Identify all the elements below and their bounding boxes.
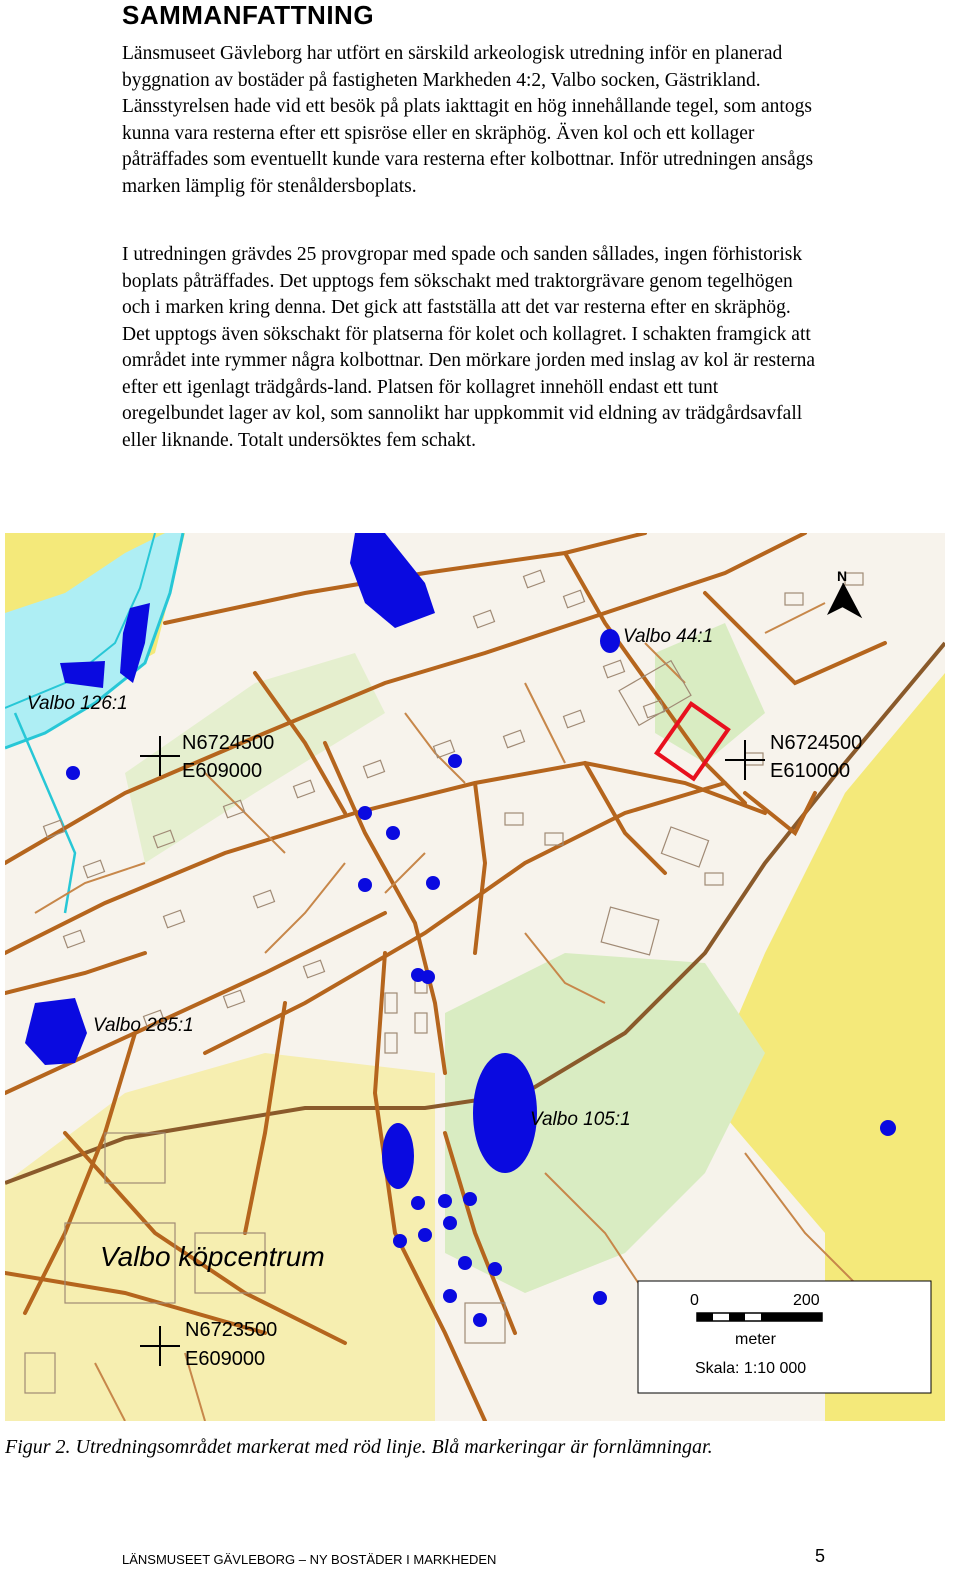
svg-text:0: 0 — [690, 1292, 699, 1309]
label-kopcentrum: Valbo köpcentrum — [100, 1241, 325, 1272]
svg-text:N6724500: N6724500 — [182, 732, 275, 754]
survey-map — [5, 533, 945, 1421]
page-number: 5 — [815, 1546, 826, 1566]
remains-area-g — [600, 629, 620, 653]
summary-paragraph-1: Länsmuseet Gävleborg har utfört en särskild arkeologisk utredning inför en planerad byggnation av bostäder på fastigheten Markheden 4:2, Valbo socken, Gästrikland. Länsstyrelsen hade vid ett besök på plats iakttagit en hög innehållande tegel, som antogs kunna vara resterna efter ett spisröse eller en skräphög. Även kol och ett kollager påträffades som eventuellt kunde vara resterna efter kolbottnar. Inför utredningen ansågs marken lämplig för stenåldersboplats. — [122, 43, 814, 197]
figure-caption: Figur 2. Utredningsområdet markerat med röd linje. Blå markeringar är fornlämningar. — [5, 1436, 713, 1458]
svg-text:meter: meter — [735, 1331, 776, 1348]
label-valbo-285: Valbo 285:1 — [93, 1015, 194, 1036]
svg-text:Skala: 1:10 000: Skala: 1:10 000 — [695, 1360, 807, 1377]
remains-area-e — [473, 1053, 537, 1173]
svg-text:N: N — [837, 568, 848, 584]
summary-paragraph-2: I utredningen grävdes 25 provgropar med spade och sanden sållades, ingen förhistorisk boplats påträffades. Det upptogs fem sökschakt med traktorgrävare genom tegelhögen och i marken kring denna. Det gick att fastställa att det var resterna efter en skräphög. Det upptogs även sökschakt för platserna för kolet och kollagret. I schakten framgick att området inte rymmer några kolbottnar. Den mörkare jorden med inslag av kol är resterna efter ett igenlagt trädgårds-land. Platsen för kollagret innehöll endast ett tunt oregelbundet lager av kol, som sannolikt har uppkommit vid eldning av trädgårdsavfall eller liknande. Totalt undersöktes fem schakt. — [122, 244, 816, 451]
svg-text:N6724500: N6724500 — [770, 732, 863, 754]
label-valbo-105: Valbo 105:1 — [530, 1109, 631, 1130]
svg-text:E609000: E609000 — [182, 760, 263, 782]
label-valbo-126: Valbo 126:1 — [27, 693, 128, 714]
svg-text:E610000: E610000 — [770, 760, 851, 782]
scale-box — [638, 1281, 931, 1393]
page-heading: SAMMANFATTNING — [122, 0, 375, 30]
page-footer: LÄNSMUSEET GÄVLEBORG – NY BOSTÄDER I MARKHEDEN — [122, 1552, 497, 1567]
svg-text:E609000: E609000 — [185, 1348, 266, 1370]
label-valbo-44: Valbo 44:1 — [623, 626, 714, 647]
svg-text:N6723500: N6723500 — [185, 1319, 278, 1341]
svg-text:200: 200 — [793, 1292, 820, 1309]
remains-area-f — [382, 1123, 414, 1189]
